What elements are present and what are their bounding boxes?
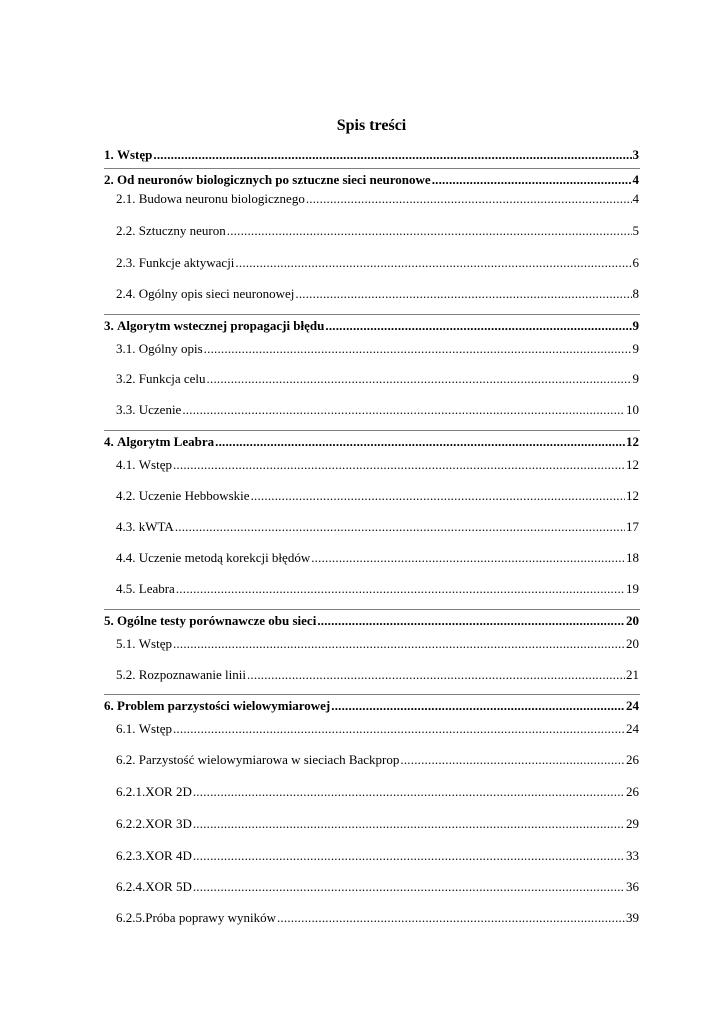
- toc-dot-leader: [215, 433, 625, 450]
- toc-entry[interactable]: [116, 847, 639, 864]
- toc-entry[interactable]: [116, 285, 639, 302]
- section-divider: [104, 609, 640, 610]
- toc-entry-number: 4.: [104, 434, 114, 449]
- toc-entry-page-number: 3: [632, 147, 639, 162]
- toc-entry-title: Ogólne testy porównawcze obu sieci: [117, 613, 317, 628]
- toc-dot-leader: [193, 783, 625, 800]
- toc-entry-title: Algorytm wstecznej propagacji błędu: [117, 318, 325, 333]
- toc-entry-title: XOR 5D: [145, 879, 192, 894]
- toc-dot-leader: [173, 720, 625, 737]
- toc-entry-number: 1.: [104, 147, 114, 162]
- toc-entry-number: 4.1.: [116, 457, 136, 472]
- toc-entry-title: XOR 4D: [145, 848, 192, 863]
- toc-entry-title: Sztuczny neuron: [138, 223, 226, 238]
- toc-dot-leader: [193, 847, 625, 864]
- toc-entry-title: Algorytm Leabra: [117, 434, 215, 449]
- toc-dot-leader: [295, 285, 631, 302]
- section-divider: [104, 314, 640, 315]
- toc-entry[interactable]: [116, 456, 639, 473]
- toc-entry-page-number: 24: [626, 721, 639, 736]
- toc-entry-number: 4.5.: [116, 581, 136, 596]
- toc-entry-page-number: 33: [626, 848, 639, 863]
- toc-entry-number: 5.1.: [116, 636, 136, 651]
- toc-dot-leader: [277, 909, 625, 926]
- toc-dot-leader: [227, 222, 632, 239]
- toc-entry-page-number: 9: [632, 341, 639, 356]
- toc-entry-page-number: 18: [626, 550, 639, 565]
- section-divider: [104, 168, 640, 169]
- toc-entry-page-number: 24: [626, 698, 639, 713]
- toc-entry-page-number: 39: [626, 910, 639, 925]
- toc-dot-leader: [204, 340, 632, 357]
- toc-entry-title: Funkcje aktywacji: [138, 255, 235, 270]
- toc-entry-page-number: 4: [632, 172, 639, 187]
- toc-dot-leader: [176, 580, 625, 597]
- section-divider: [104, 430, 640, 431]
- toc-entry-number: 2.2.: [116, 223, 136, 238]
- toc-entry[interactable]: [116, 783, 639, 800]
- toc-entry-title: Uczenie metodą korekcji błędów: [138, 550, 311, 565]
- toc-entry-number: 4.3.: [116, 519, 136, 534]
- toc-dot-leader: [317, 612, 625, 629]
- toc-dot-leader: [306, 190, 632, 207]
- toc-entry[interactable]: [104, 433, 639, 450]
- toc-entry-number: 4.2.: [116, 488, 136, 503]
- toc-entry-title: kWTA: [138, 519, 174, 534]
- toc-entry-title: Wstęp: [138, 721, 172, 736]
- toc-entry-title: Uczenie: [138, 402, 182, 417]
- toc-dot-leader: [193, 815, 625, 832]
- toc-entry-number: 5.2.: [116, 667, 136, 682]
- toc-entry[interactable]: [116, 720, 639, 737]
- toc-dot-leader: [247, 666, 625, 683]
- toc-entry-page-number: 21: [626, 667, 639, 682]
- section-divider: [104, 694, 640, 695]
- toc-entry-number: 2.4.: [116, 286, 136, 301]
- toc-entry-page-number: 36: [626, 879, 639, 894]
- toc-entry-page-number: 10: [626, 402, 639, 417]
- toc-entry[interactable]: [116, 909, 639, 926]
- toc-entry-title: Problem parzystości wielowymiarowej: [117, 698, 331, 713]
- toc-entry-page-number: 6: [632, 255, 639, 270]
- toc-entry[interactable]: [104, 317, 639, 334]
- toc-entry-page-number: 4: [632, 191, 639, 206]
- toc-entry-title: Funkcja celu: [138, 371, 206, 386]
- toc-dot-leader: [175, 518, 625, 535]
- toc-dot-leader: [251, 487, 625, 504]
- toc-entry-page-number: 29: [626, 816, 639, 831]
- toc-entry[interactable]: [116, 666, 639, 683]
- toc-entry-page-number: 26: [626, 784, 639, 799]
- toc-dot-leader: [432, 171, 632, 188]
- toc-entry-number: 6.1.: [116, 721, 136, 736]
- toc-dot-leader: [400, 751, 625, 768]
- toc-entry[interactable]: [116, 878, 639, 895]
- toc-entry-number: 3.1.: [116, 341, 136, 356]
- toc-entry[interactable]: [116, 549, 639, 566]
- toc-entry-number: 3.3.: [116, 402, 136, 417]
- toc-entry-title: Budowa neuronu biologicznego: [138, 191, 305, 206]
- toc-dot-leader: [311, 549, 625, 566]
- toc-entry[interactable]: [116, 815, 639, 832]
- toc-entry-title: Ogólny opis sieci neuronowej: [138, 286, 295, 301]
- toc-entry-title: Rozpoznawanie linii: [138, 667, 246, 682]
- toc-entry-number: 2.1.: [116, 191, 136, 206]
- toc-entry-page-number: 17: [626, 519, 639, 534]
- toc-dot-leader: [207, 370, 632, 387]
- toc-entry-title: Leabra: [138, 581, 175, 596]
- toc-entry[interactable]: [104, 697, 639, 714]
- toc-entry-number: 3.2.: [116, 371, 136, 386]
- toc-dot-leader: [235, 254, 631, 271]
- toc-entry-page-number: 9: [632, 318, 639, 333]
- toc-entry[interactable]: [116, 518, 639, 535]
- toc-entry-page-number: 19: [626, 581, 639, 596]
- toc-entry-title: Próba poprawy wyników: [145, 910, 276, 925]
- toc-dot-leader: [193, 878, 625, 895]
- toc-entry-number: 6.2.5.: [116, 910, 146, 925]
- toc-entry[interactable]: [116, 401, 639, 418]
- toc-entry-number: 2.3.: [116, 255, 136, 270]
- toc-entry[interactable]: [116, 370, 639, 387]
- toc-entry-page-number: 9: [632, 371, 639, 386]
- toc-entry-page-number: 12: [626, 434, 639, 449]
- toc-entry-title: XOR 2D: [145, 784, 192, 799]
- toc-entry-page-number: 20: [626, 636, 639, 651]
- toc-entry[interactable]: [116, 635, 639, 652]
- toc-entry-number: 6.2.3.: [116, 848, 146, 863]
- toc-entry-number: 6.2.2.: [116, 816, 146, 831]
- toc-entry[interactable]: [116, 487, 639, 504]
- toc-entry-number: 6.: [104, 698, 114, 713]
- toc-dot-leader: [182, 401, 625, 418]
- toc-entry-number: 5.: [104, 613, 114, 628]
- toc-entry-number: 6.2.: [116, 752, 136, 767]
- toc-entry-page-number: 12: [626, 488, 639, 503]
- toc-entry-title: Wstęp: [138, 457, 172, 472]
- toc-entry-page-number: 12: [626, 457, 639, 472]
- toc-entry[interactable]: [104, 612, 639, 629]
- toc-entry-title: Parzystość wielowymiarowa w sieciach Backprop: [138, 752, 400, 767]
- toc-entry[interactable]: [116, 222, 639, 239]
- toc-entry-title: Wstęp: [138, 636, 172, 651]
- toc-entry[interactable]: [116, 751, 639, 768]
- toc-entry-page-number: 26: [626, 752, 639, 767]
- toc-entry-title: Uczenie Hebbowskie: [138, 488, 250, 503]
- toc-entry[interactable]: [104, 146, 639, 163]
- toc-dot-leader: [173, 456, 625, 473]
- toc-entry-number: 3.: [104, 318, 114, 333]
- toc-entry-page-number: 5: [632, 223, 639, 238]
- toc-entry-title: XOR 3D: [145, 816, 192, 831]
- toc-entry-page-number: 8: [632, 286, 639, 301]
- toc-entry[interactable]: [116, 340, 639, 357]
- toc-dot-leader: [331, 697, 625, 714]
- toc-entry-title: Ogólny opis: [138, 341, 203, 356]
- toc-entry[interactable]: [116, 254, 639, 271]
- toc-entry-number: 2.: [104, 172, 114, 187]
- toc-title: Spis treści: [336, 117, 407, 134]
- toc-entry[interactable]: [116, 580, 639, 597]
- toc-entry-number: 6.2.4.: [116, 879, 146, 894]
- toc-dot-leader: [325, 317, 631, 334]
- toc-entry[interactable]: [116, 190, 639, 207]
- toc-dot-leader: [173, 635, 625, 652]
- toc-entry[interactable]: [104, 171, 639, 188]
- toc-entry-title: Od neuronów biologicznych po sztuczne sieci neuronowe: [117, 172, 431, 187]
- toc-dot-leader: [153, 146, 631, 163]
- toc-entry-title: Wstęp: [117, 147, 153, 162]
- toc-entry-page-number: 20: [626, 613, 639, 628]
- toc-entry-number: 6.2.1.: [116, 784, 146, 799]
- toc-entry-number: 4.4.: [116, 550, 136, 565]
